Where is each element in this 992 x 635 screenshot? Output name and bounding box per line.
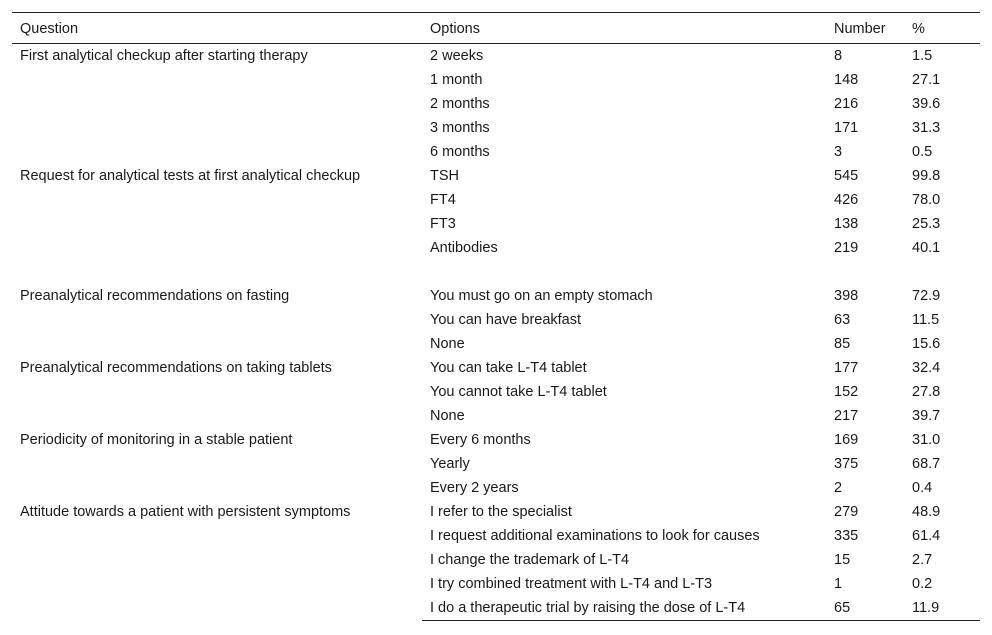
option-cell: FT4 — [430, 192, 456, 208]
spacer-cell — [12, 260, 980, 284]
header-row — [12, 13, 980, 44]
percent-cell: 27.8 — [912, 384, 941, 400]
option-cell: You can take L-T4 tablet — [430, 360, 587, 376]
percent-cell: 0.4 — [912, 480, 933, 496]
table-row — [12, 164, 980, 188]
number-cell: 171 — [834, 120, 859, 136]
number-cell: 177 — [834, 360, 859, 376]
table-row — [12, 284, 980, 308]
number-cell: 545 — [834, 168, 859, 184]
number-cell: 1 — [834, 576, 843, 592]
header-question: Question — [12, 13, 422, 44]
number-cell: 138 — [834, 216, 859, 232]
number-cell: 152 — [834, 384, 859, 400]
option-cell: 2 months — [430, 96, 490, 112]
option-cell: TSH — [430, 168, 459, 184]
option-cell: 3 months — [430, 120, 490, 136]
spacer-row — [12, 260, 980, 284]
percent-cell: 11.5 — [912, 312, 940, 328]
option-cell: 6 months — [430, 144, 490, 160]
option-cell: FT3 — [430, 216, 456, 232]
number-cell: 375 — [834, 456, 859, 472]
option-cell: I change the trademark of L-T4 — [430, 552, 630, 568]
option-cell: Antibodies — [430, 240, 498, 256]
percent-cell: 39.7 — [912, 408, 941, 424]
percent-cell: 15.6 — [912, 336, 941, 352]
question-cell: Preanalytical recommendations on fasting — [20, 288, 290, 304]
number-cell: 219 — [834, 240, 859, 256]
survey-table — [12, 12, 980, 621]
number-cell: 169 — [834, 432, 859, 448]
option-cell: You can have breakfast — [430, 312, 582, 328]
percent-cell: 0.5 — [912, 144, 933, 160]
percent-cell: 27.1 — [912, 72, 941, 88]
option-cell: 2 weeks — [430, 48, 484, 64]
table-row — [12, 428, 980, 452]
percent-cell: 32.4 — [912, 360, 941, 376]
percent-cell: 78.0 — [912, 192, 941, 208]
number-cell: 217 — [834, 408, 859, 424]
question-cell: Attitude towards a patient with persistent symptoms — [20, 504, 351, 520]
question-cell: First analytical checkup after starting therapy — [20, 48, 308, 64]
header-number: Number — [826, 13, 904, 44]
percent-cell: 39.6 — [912, 96, 941, 112]
percent-cell: 11.9 — [904, 596, 980, 621]
number-cell: 8 — [834, 48, 843, 64]
number-cell: 63 — [834, 312, 851, 328]
percent-cell: 1.5 — [912, 48, 933, 64]
option-cell: Every 2 years — [430, 480, 519, 496]
percent-cell: 40.1 — [912, 240, 941, 256]
option-cell: None — [430, 336, 465, 352]
percent-cell: 99.8 — [912, 168, 941, 184]
option-cell: I do a therapeutic trial by raising the dose of L-T4 — [422, 596, 826, 621]
question-cell: Periodicity of monitoring in a stable patient — [20, 432, 293, 448]
option-cell: I refer to the specialist — [430, 504, 572, 520]
number-cell: 2 — [834, 480, 843, 496]
number-cell: 279 — [834, 504, 859, 520]
percent-cell: 61.4 — [912, 528, 941, 544]
table-header — [12, 13, 980, 44]
header-options: Options — [422, 13, 826, 44]
option-cell: Yearly — [430, 456, 470, 472]
number-cell: 15 — [834, 552, 851, 568]
option-cell: 1 month — [430, 72, 483, 88]
number-cell: 426 — [834, 192, 859, 208]
number-cell: 85 — [834, 336, 851, 352]
number-cell: 148 — [834, 72, 859, 88]
percent-cell: 2.7 — [912, 552, 933, 568]
number-cell: 216 — [834, 96, 859, 112]
percent-cell: 25.3 — [912, 216, 941, 232]
table-row — [12, 500, 980, 524]
number-cell: 335 — [834, 528, 859, 544]
number-cell: 3 — [834, 144, 843, 160]
option-cell: I try combined treatment with L-T4 and L-T3 — [430, 576, 713, 592]
number-cell: 65 — [826, 596, 904, 621]
option-cell: None — [430, 408, 465, 424]
percent-cell: 31.3 — [912, 120, 941, 136]
table-row — [12, 44, 980, 69]
survey-table-container — [12, 12, 980, 621]
percent-cell: 48.9 — [912, 504, 941, 520]
option-cell: You must go on an empty stomach — [430, 288, 653, 304]
number-cell: 398 — [834, 288, 859, 304]
table-body — [12, 44, 980, 621]
option-cell: You cannot take L-T4 tablet — [430, 384, 607, 400]
question-cell: Preanalytical recommendations on taking tablets — [20, 360, 332, 376]
percent-cell: 31.0 — [912, 432, 941, 448]
percent-cell: 72.9 — [912, 288, 941, 304]
table-row — [12, 356, 980, 380]
option-cell: Every 6 months — [430, 432, 531, 448]
option-cell: I request additional examinations to look for causes — [430, 528, 760, 544]
question-cell: Request for analytical tests at first analytical checkup — [20, 168, 361, 184]
percent-cell: 0.2 — [912, 576, 933, 592]
header-percent: % — [904, 13, 980, 44]
percent-cell: 68.7 — [912, 456, 941, 472]
